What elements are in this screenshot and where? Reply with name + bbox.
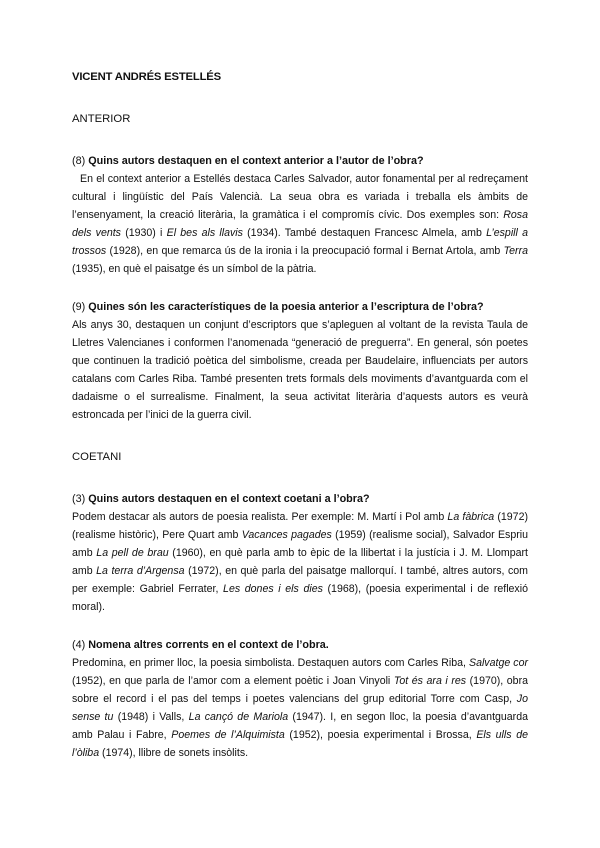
question-4	[72, 636, 528, 762]
question-text: Quines són les característiques de la poesia anterior a l’escriptura de l’obra?	[88, 301, 484, 313]
question-heading	[72, 490, 528, 508]
work-title: Jo sense tu	[72, 693, 528, 723]
question-heading	[72, 636, 528, 654]
question-number: (8)	[72, 155, 86, 167]
answer-fragment: (1948) i Valls,	[113, 711, 189, 723]
answer-fragment: En el context anterior a Estellés destaca Carles Salvador, autor fonamental per al redreçament cultural i lingüístic del País Valencià. La seua obra es variada i treballa els àmbits de l’ensenyament, la creació literària, la gramàtica i el compromís cívic. Dos exemples son:	[72, 173, 528, 221]
work-title: La cançó de Mariola	[188, 711, 289, 723]
section-label-anterior: ANTERIOR	[72, 113, 131, 125]
question-number: (3)	[72, 493, 86, 505]
section-label-coetani: COETANI	[72, 451, 122, 463]
work-title: La pell de brau	[96, 547, 169, 559]
work-title: Poemes de l’Alquimista	[171, 729, 285, 741]
work-title: Vacances pagades	[241, 529, 332, 541]
work-title: Els ulls de l’òliba	[72, 729, 528, 759]
answer-fragment: (1972) (realisme històric), Pere Quart amb	[72, 511, 528, 541]
answer-fragment: (1930) i	[120, 227, 167, 239]
answer-text: Als anys 30, destaquen un conjunt d’escriptors que s’apleguen al voltant de la revista Taula de Lletres Valencianes i conformen l’anomenada “generació de preguerra”. En general, són poetes que continuen la tradició poètica del simbolisme, creada per Baudelaire, influenciats per autors catalans com Carles Riba. També presenten trets formals dels moviments d’avantguarda com el dadaisme o el surrealisme. Finalment, la seua activitat literària d’aquests autors es veurà estroncada per l’inici de la guerra civil.	[72, 319, 528, 421]
answer-fragment: (1952), poesia experimental i Brossa,	[284, 729, 477, 741]
work-title: La terra d’Argensa	[96, 565, 185, 577]
work-title: Les dones i els dies	[223, 583, 323, 595]
answer-fragment: (1959) (realisme social), Salvador Espriu amb	[72, 529, 528, 559]
question-9	[72, 298, 528, 424]
answer-fragment: (1935), en què el paisatge és un símbol de la pàtria.	[72, 263, 317, 275]
document-page	[72, 68, 528, 782]
answer-fragment: (1974), llibre de sonets insòlits.	[99, 747, 249, 759]
question-heading	[72, 298, 528, 316]
document-title: VICENT ANDRÉS ESTELLÉS	[72, 71, 221, 83]
answer-text	[72, 654, 528, 762]
work-title: Terra	[503, 245, 528, 257]
work-title: La fàbrica	[447, 511, 495, 523]
question-8	[72, 152, 528, 278]
work-title: El bes als llavis	[166, 227, 243, 239]
question-3	[72, 490, 528, 616]
answer-fragment: (1934). També destaquen Francesc Almela, amb	[242, 227, 487, 239]
work-title: Salvatge cor	[469, 657, 528, 669]
answer-fragment: (1970), obra sobre el record i el pas del temps i poetes valencians del grup editorial Torre com Casp,	[72, 675, 528, 705]
answer-fragment: Podem destacar als autors de poesia realista. Per exemple: M. Martí i Pol amb	[72, 511, 448, 523]
question-text: Quins autors destaquen en el context anterior a l’autor de l’obra?	[88, 155, 424, 167]
answer-fragment: (1952), en que parla de l’amor com a element poètic i Joan Vinyoli	[72, 675, 394, 687]
answer-fragment: (1960), en què parla amb to èpic de la llibertat i la justícia i J. M. Llompart amb	[72, 547, 528, 577]
work-title: Tot és ara i res	[393, 675, 467, 687]
question-number: (4)	[72, 639, 86, 651]
answer-fragment: (1972), en què parla del paisatge mallorquí. I també, altres autors, com per exemple: Gabriel Ferrater,	[72, 565, 528, 595]
answer-fragment: (1947). I, en segon lloc, la poesia d’avantguarda amb Palau i Fabre,	[72, 711, 528, 741]
question-text: Quins autors destaquen en el context coetani a l’obra?	[88, 493, 370, 505]
question-heading	[72, 152, 528, 170]
answer-text	[72, 508, 528, 616]
question-text: Nomena altres corrents en el context de l’obra.	[88, 639, 329, 651]
answer-fragment: (1928), en que remarca ús de la ironia i la preocupació formal i Bernat Artola, amb	[106, 245, 504, 257]
answer-fragment: (1968), (poesia experimental i de reflexió moral).	[72, 583, 528, 613]
work-title: L’espill a trossos	[72, 227, 528, 257]
answer-text	[72, 170, 528, 278]
work-title: Rosa dels vents	[72, 209, 528, 239]
question-number: (9)	[72, 301, 86, 313]
answer-fragment: Predomina, en primer lloc, la poesia simbolista. Destaquen autors com Carles Riba,	[72, 657, 469, 669]
